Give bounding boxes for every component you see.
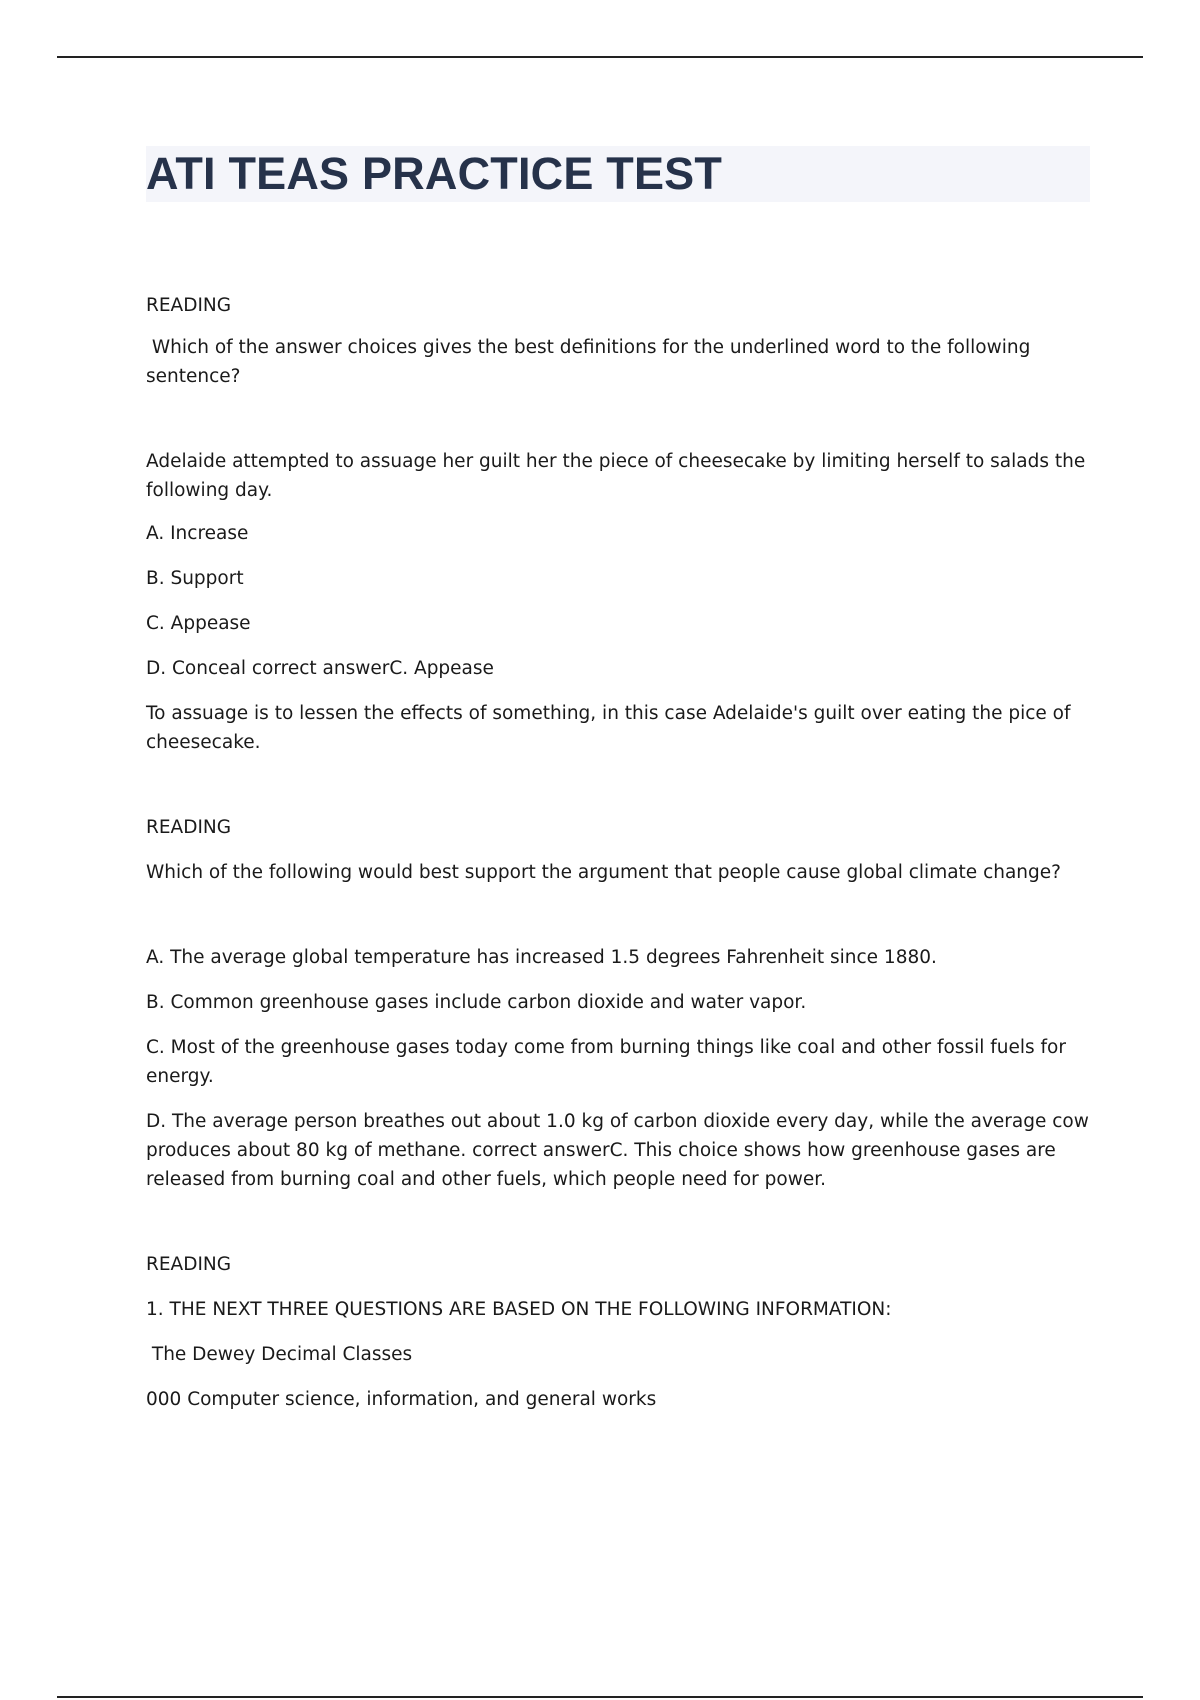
passage-text: Adelaide attempted to assuage her guilt her the piece of cheesecake by limiting herself to salads the following day. (146, 451, 1086, 501)
header-rule (57, 56, 1143, 58)
footer-rule (57, 1696, 1143, 1698)
section-label: READING (146, 295, 232, 316)
section-1 (146, 291, 1090, 757)
section-label: READING (146, 1254, 232, 1275)
info-heading: 1. THE NEXT THREE QUESTIONS ARE BASED ON THE FOLLOWING INFORMATION: (146, 1299, 892, 1320)
class-entry: 000 Computer science, information, and general works (146, 1389, 657, 1410)
answer-option: C. Appease (146, 613, 251, 634)
answer-option: A. The average global temperature has increased 1.5 degrees Fahrenheit since 1880. (146, 947, 937, 968)
section-3 (146, 1250, 1090, 1414)
answer-option: D. Conceal correct answerC. Appease (146, 658, 494, 679)
answer-option: D. The average person breathes out about 1.0 kg of carbon dioxide every day, while the average cow produces about 80 kg of methane. correct answerC. This choice shows how greenhouse gases are released from burning coal and other fuels, which people need for power. (146, 1111, 1089, 1190)
section-label: READING (146, 817, 232, 838)
question-text: Which of the answer choices gives the best definitions for the underlined word to the following sentence? (146, 337, 1037, 387)
answer-option: C. Most of the greenhouse gases today come from burning things like coal and other fossil fuels for energy. (146, 1037, 1066, 1087)
document-body (146, 146, 1090, 1414)
explanation-text: To assuage is to lessen the effects of something, in this case Adelaide's guilt over eating the pice of cheesecake. (146, 703, 1071, 753)
section-2 (146, 813, 1090, 1194)
answer-option: B. Support (146, 568, 244, 589)
classes-title: The Dewey Decimal Classes (146, 1344, 413, 1365)
answer-option: A. Increase (146, 523, 249, 544)
question-text: Which of the following would best support the argument that people cause global climate change? (146, 862, 1061, 883)
title-band (146, 146, 1090, 202)
answer-option: B. Common greenhouse gases include carbon dioxide and water vapor. (146, 992, 807, 1013)
document-title: ATI TEAS PRACTICE TEST (146, 148, 723, 199)
